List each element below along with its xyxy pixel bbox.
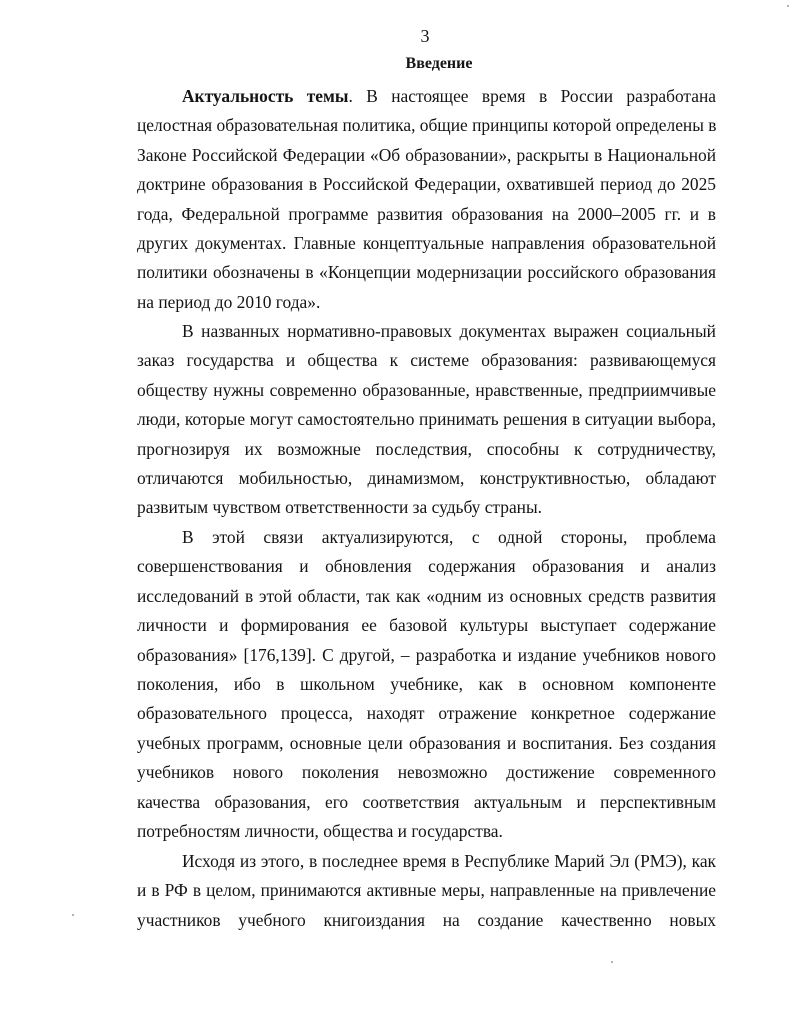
paragraph-line: Законе Российской Федерации «Об образовании», раскрыты в Национальной xyxy=(137,144,716,165)
paragraph-3 xyxy=(137,523,716,846)
paragraph-line: других документах. Главные концептуальные направления образовательной xyxy=(137,232,716,253)
term-bold: Актуальность темы xyxy=(182,86,349,106)
scan-speck xyxy=(787,5,789,7)
paragraph-line: исследований в этой области, так как «одним из основных средств развития xyxy=(137,585,716,606)
paragraph-line: личности и формирования ее базовой культуры выступает содержание xyxy=(137,615,716,636)
paragraph-line: отличаются мобильностью, динамизмом, конструктивностью, обладают xyxy=(137,467,716,488)
paragraph-line: развитым чувством ответственности за судьбу страны. xyxy=(137,497,543,518)
paragraph-4 xyxy=(137,847,716,935)
paragraph-line: качества образования, его соответствия актуальным и перспективным xyxy=(137,791,716,812)
paragraph-line: прогнозируя их возможные последствия, способны к сотрудничеству, xyxy=(137,438,716,459)
paragraph-line xyxy=(137,82,716,111)
paragraph-line: заказ государства и общества к системе образования: развивающемуся xyxy=(137,350,716,371)
paragraph-line: обществу нужны современно образованные, нравственные, предприимчивые xyxy=(137,379,716,400)
paragraph-2 xyxy=(137,317,716,523)
page-number: 3 xyxy=(420,26,430,46)
paragraph-line: образовательного процесса, находят отражение конкретное содержание xyxy=(137,703,716,724)
paragraph-line: люди, которые могут самостоятельно принимать решения в ситуации выбора, xyxy=(137,409,716,430)
paragraph-line: политики обозначены в «Концепции модернизации российского образования xyxy=(137,262,716,283)
paragraph-line: совершенствования и обновления содержания образования и анализ xyxy=(137,556,716,577)
paragraph-line: потребностям личности, общества и государства. xyxy=(137,820,503,841)
line-text: . В настоящее время в России разработана xyxy=(348,86,716,106)
paragraph-line: доктрине образования в Российской Федерации, охватившей период до 2025 xyxy=(137,174,716,195)
paragraph-line: учебных программ, основные цели образования и воспитания. Без создания xyxy=(137,732,716,753)
paragraph-line: целостная образовательная политика, общие принципы которой определены в xyxy=(137,115,717,136)
section-heading: Введение xyxy=(405,55,473,72)
scan-speck xyxy=(72,914,74,916)
paragraph-line: участников учебного книгоиздания на создание качественно новых xyxy=(137,909,716,930)
paragraph-line: и в РФ в целом, принимаются активные меры, направленные на привлечение xyxy=(137,880,716,901)
paragraph-line: года, Федеральной программе развития образования на 2000–2005 гг. и в xyxy=(137,203,716,224)
paragraph-line: образования» [176,139]. С другой, – разработка и издание учебников нового xyxy=(137,644,716,665)
scan-speck xyxy=(611,961,613,963)
paragraph-line: учебников нового поколения невозможно достижение современного xyxy=(137,762,716,783)
paragraph-line: на период до 2010 года». xyxy=(137,291,321,312)
paragraph-line: Исходя из этого, в последнее время в Республике Марий Эл (РМЭ), как xyxy=(182,851,716,871)
paragraph-line: В этой связи актуализируются, с одной стороны, проблема xyxy=(182,527,716,547)
paragraph-line: поколения, ибо в школьном учебнике, как в основном компоненте xyxy=(137,673,716,694)
paragraph-1 xyxy=(137,82,716,317)
paragraph-line: В названных нормативно-правовых документах выражен социальный xyxy=(182,321,716,341)
